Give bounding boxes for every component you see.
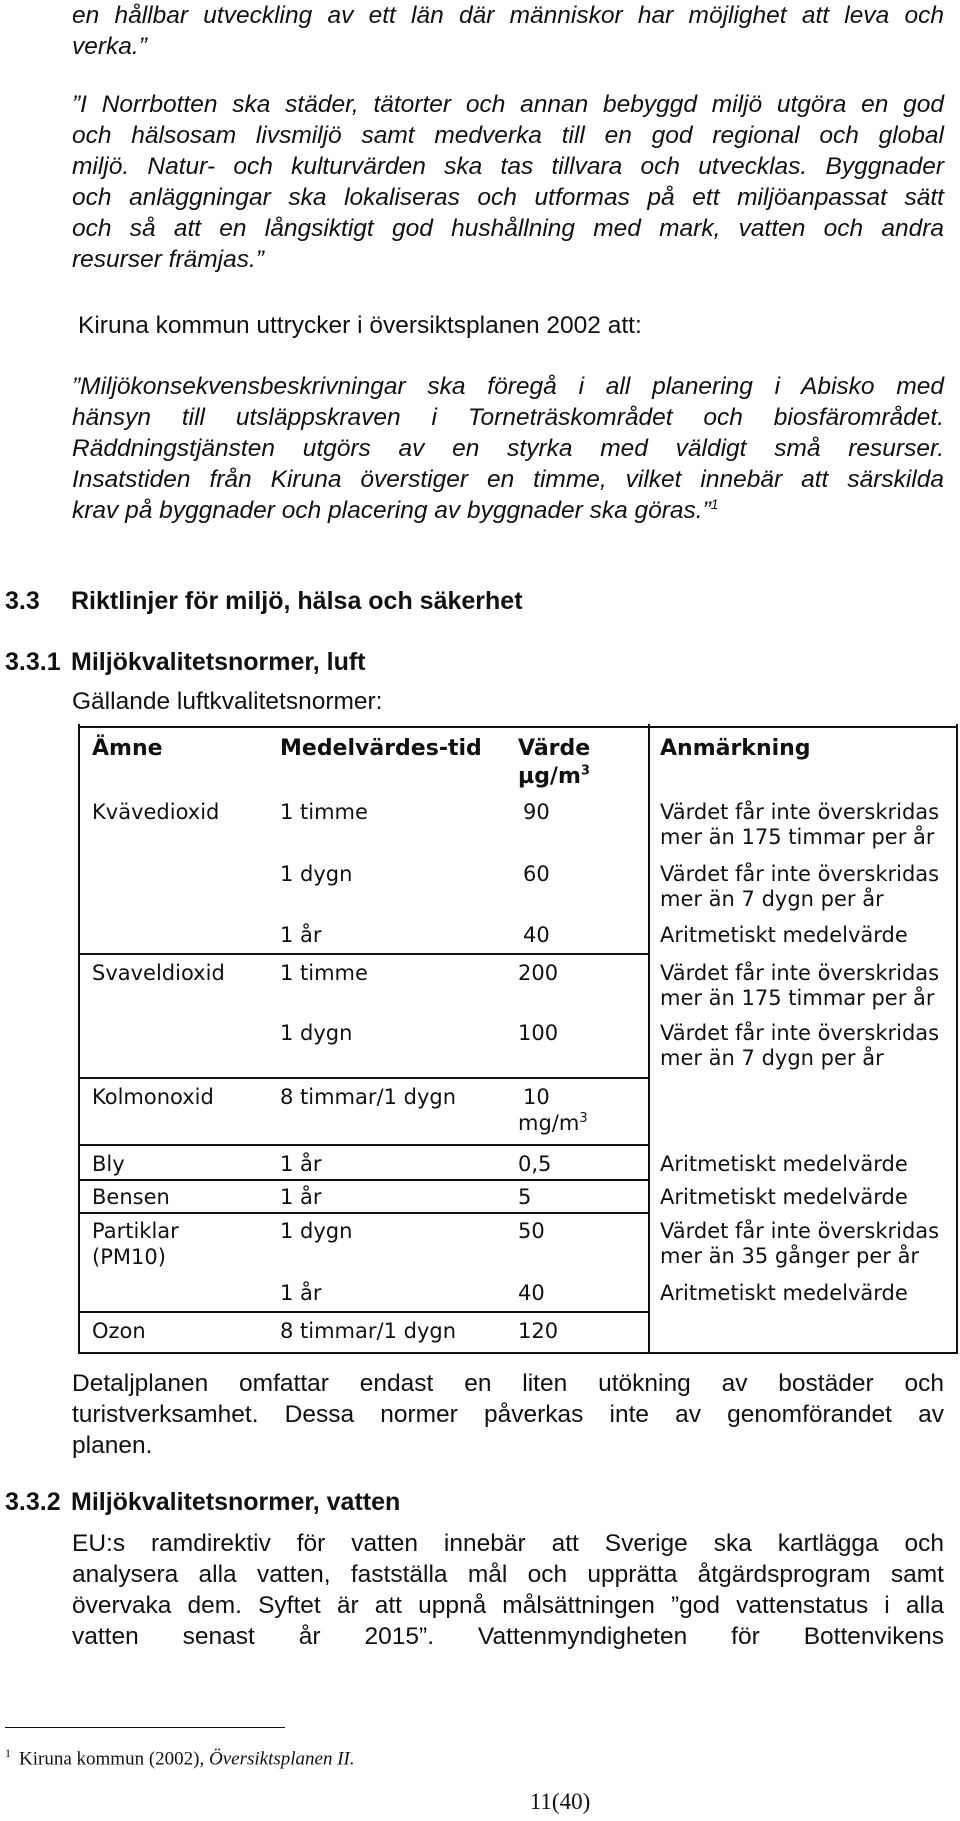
cell-remark: Värdet får inte överskridas	[660, 961, 940, 985]
text-line: hänsyn till utsläppskraven i Torneträskområdet och biosfärområdet.	[72, 404, 944, 431]
cell-remark: mer än 7 dygn per år	[660, 887, 884, 911]
section-title: Miljökvalitetsnormer, vatten	[71, 1488, 401, 1516]
text-line: och hälsosam livsmiljö samt medverka till en god regional och global	[72, 122, 944, 149]
footnote-reference[interactable]: 1	[710, 495, 719, 512]
footnote-mark: 1	[5, 1746, 11, 1760]
cell-period: 8 timmar/1 dygn	[280, 1319, 457, 1343]
cell-period: 1 dygn	[280, 1219, 353, 1243]
cell-value: 50	[518, 1219, 545, 1243]
section-number: 3.3.1	[5, 648, 61, 676]
section-title: Miljökvalitetsnormer, luft	[71, 648, 366, 676]
text-line: turistverksamhet. Dessa normer påverkas inte av genomförandet av	[72, 1401, 944, 1428]
cell-value: 120	[518, 1319, 559, 1343]
unit-text: µg/m	[518, 764, 581, 789]
cell-remark: mer än 175 timmar per år	[660, 986, 935, 1010]
cell-value: 100	[518, 1021, 559, 1045]
section-heading-3-3-1	[5, 648, 366, 677]
cell-value: 0,5	[518, 1152, 552, 1176]
cell-substance: Kolmonoxid	[92, 1085, 214, 1109]
text-line: resurser främjas.”	[72, 246, 264, 273]
unit-superscript: 3	[580, 763, 590, 779]
cell-value: 90	[523, 800, 550, 824]
air-quality-table	[78, 724, 958, 1354]
page-number: 11(40)	[529, 1789, 591, 1814]
section-heading-3-3	[5, 587, 523, 616]
cell-period: 1 timme	[280, 961, 368, 985]
footnote-title: Översiktsplanen II.	[208, 1748, 355, 1770]
cell-remark: Aritmetiskt medelvärde	[660, 1281, 908, 1305]
text-line: övervaka dem. Syftet är att uppnå målsättningen ”god vattenstatus i alla	[72, 1592, 944, 1619]
cell-value-unit	[518, 1110, 588, 1136]
text-line: analysera alla vatten, fastställa mål och upprätta åtgärdsprogram samt	[72, 1561, 944, 1588]
row-divider	[78, 1077, 648, 1079]
text-line: Detaljplanen omfattar endast en liten utökning av bostäder och	[72, 1370, 944, 1397]
cell-value: 40	[523, 923, 550, 947]
text-line: miljö. Natur- och kulturvärden ska tas tillvara och utvecklas. Byggnader	[72, 153, 944, 180]
cell-remark: mer än 175 timmar per år	[660, 825, 935, 849]
column-header-unit	[518, 764, 590, 790]
text-line: ”Miljökonsekvensbeskrivningar ska föregå i all planering i Abisko med	[72, 373, 944, 400]
text-line: verka.”	[72, 33, 147, 60]
cell-value: 10	[523, 1085, 550, 1109]
cell-remark: Aritmetiskt medelvärde	[660, 923, 908, 947]
row-divider	[78, 1144, 648, 1146]
footnote-separator	[5, 1727, 285, 1728]
cell-value: 60	[523, 862, 550, 886]
text-line	[72, 495, 944, 526]
cell-period: 1 år	[280, 1152, 322, 1176]
table-column-divider	[648, 724, 650, 1354]
section-number: 3.3.2	[5, 1488, 61, 1516]
row-divider	[78, 1212, 648, 1214]
cell-period: 1 år	[280, 1185, 322, 1209]
cell-period: 1 timme	[280, 800, 368, 824]
section-lead: Gällande luftkvalitetsnormer:	[72, 688, 383, 715]
footnote-text: Kiruna kommun (2002),	[19, 1748, 205, 1770]
cell-remark: Värdet får inte överskridas	[660, 1021, 940, 1045]
row-divider	[78, 1311, 648, 1313]
column-header-value: Värde	[518, 736, 591, 761]
cell-value: 5	[518, 1185, 532, 1209]
kiruna-quote	[72, 371, 944, 526]
cell-period: 8 timmar/1 dygn	[280, 1085, 457, 1109]
cell-substance: Ozon	[92, 1319, 146, 1343]
cell-value: 200	[518, 961, 559, 985]
cell-value: 40	[518, 1281, 545, 1305]
unit-text: mg/m	[518, 1111, 580, 1135]
cell-remark: Värdet får inte överskridas	[660, 800, 940, 824]
cell-substance: Bensen	[92, 1185, 170, 1209]
text-line: planen.	[72, 1432, 153, 1459]
cell-remark: mer än 7 dygn per år	[660, 1046, 884, 1070]
cell-remark: Aritmetiskt medelvärde	[660, 1185, 908, 1209]
column-header-remark: Anmärkning	[660, 736, 811, 761]
row-divider	[78, 1179, 648, 1181]
intro-paragraph	[72, 0, 944, 62]
row-divider	[78, 953, 648, 955]
cell-remark: Aritmetiskt medelvärde	[660, 1152, 908, 1176]
cell-substance: Kvävedioxid	[92, 800, 220, 824]
column-header-substance: Ämne	[92, 736, 163, 761]
section-title: Riktlinjer för miljö, hälsa och säkerhet	[71, 587, 523, 615]
text-line-content: krav på byggnader och placering av byggnader ska göras.”	[72, 497, 711, 524]
kiruna-intro: Kiruna kommun uttrycker i översiktsplanen 2002 att:	[78, 312, 642, 339]
text-line: vatten senast år 2015”. Vattenmyndigheten för Bottenvikens	[72, 1623, 944, 1650]
cell-remark: Värdet får inte överskridas	[660, 1219, 940, 1243]
cell-period: 1 år	[280, 923, 322, 947]
column-header-period: Medelvärdes-tid	[280, 736, 482, 761]
section-heading-3-3-2	[5, 1488, 400, 1517]
cell-period: 1 dygn	[280, 862, 353, 886]
text-line: en hållbar utveckling av ett län där människor har möjlighet att leva och	[72, 2, 944, 29]
text-line: Räddningstjänsten utgörs av en styrka med väldigt små resurser.	[72, 435, 944, 462]
text-line: ”I Norrbotten ska städer, tätorter och annan bebyggd miljö utgöra en god	[72, 91, 944, 118]
cell-substance: (PM10)	[92, 1245, 166, 1269]
footnote	[5, 1746, 355, 1770]
detaljplan-paragraph	[72, 1368, 944, 1461]
cell-remark: mer än 35 gånger per år	[660, 1244, 920, 1268]
eu-directive-paragraph	[72, 1528, 944, 1652]
text-line: och så att en långsiktigt god hushållning med mark, vatten och andra	[72, 215, 944, 242]
table-top-line	[80, 726, 956, 728]
unit-superscript: 3	[579, 1111, 588, 1126]
norrbotten-quote	[72, 89, 944, 275]
section-number: 3.3	[5, 587, 40, 615]
cell-remark: Värdet får inte överskridas	[660, 862, 940, 886]
cell-substance: Partiklar	[92, 1219, 179, 1243]
text-line: och anläggningar ska lokaliseras och utformas på ett miljöanpassat sätt	[72, 184, 944, 211]
cell-period: 1 dygn	[280, 1021, 353, 1045]
text-line: EU:s ramdirektiv för vatten innebär att Sverige ska kartlägga och	[72, 1530, 944, 1557]
text-line: Insatstiden från Kiruna överstiger en timme, vilket innebär att särskilda	[72, 466, 944, 493]
cell-substance: Svaveldioxid	[92, 961, 225, 985]
cell-period: 1 år	[280, 1281, 322, 1305]
cell-substance: Bly	[92, 1152, 125, 1176]
